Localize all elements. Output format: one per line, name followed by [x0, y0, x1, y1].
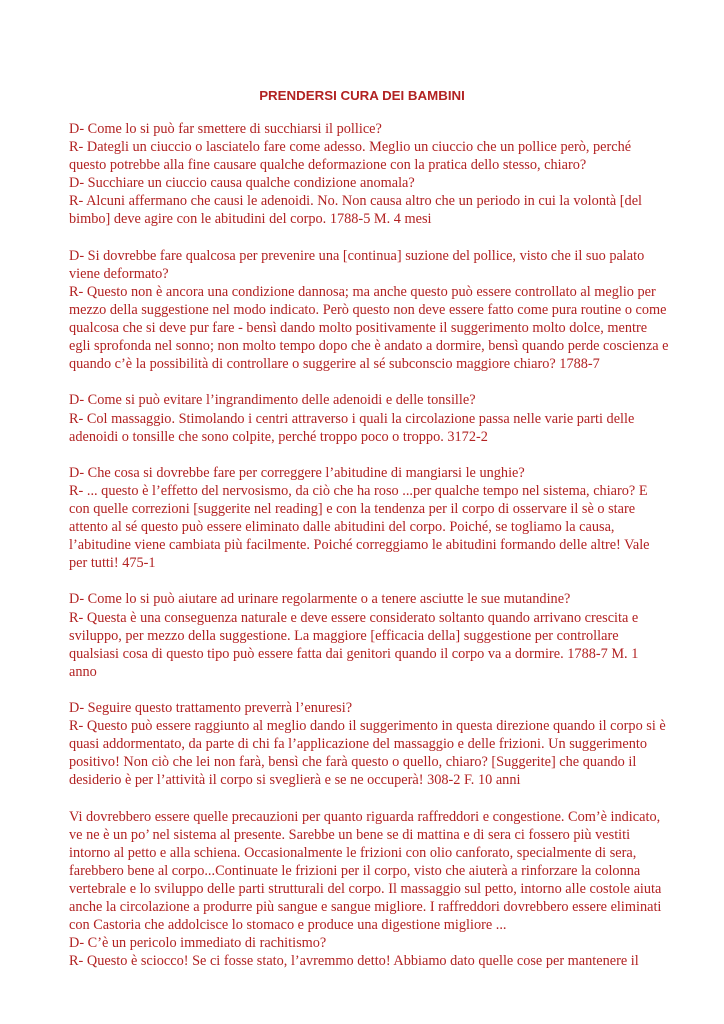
- paragraph-adenoids: [69, 391, 669, 445]
- statement-line: Vi dovrebbero essere quelle precauzioni per quanto riguarda raffreddori e congestione. Com’è indicato, ve ne è un po’ nel sistema al presente. Sarebbe un bene se di mattina e di sera ci fossero più vestiti intorno al petto e alla schiena. Occasionalmente le frizioni con olio canforato, specialmente di sera, farebbero bene al corpo...Continuate le frizioni per il corpo, visto che aiuterà a rinforzare la colonna vertebrale e lo sviluppo delle parti strutturali del corpo. Il massaggio sul petto, intorno alle costole aiuta anche la circolazione a produrre più sangue e sangue migliore. I raffreddori dovrebbero essere eliminati con Castoria che addolcisce lo stomaco e produce una digestione migliore ...: [69, 808, 662, 934]
- paragraph-thumb-sucking: [69, 120, 669, 229]
- paragraph-enuresis: [69, 699, 669, 789]
- question-line: D- Come lo si può aiutare ad urinare regolarmente o a tenere asciutte le sue mutandine?: [69, 591, 571, 608]
- answer-line: R- Alcuni affermano che causi le adenoidi. No. Non causa altro che un periodo in cui la volontà [del bimbo] deve agire con le abitudini del corpo. 1788-5 M. 4 mesi: [69, 193, 643, 228]
- answer-line: R- Questo non è ancora una condizione dannosa; ma anche questo può essere controllato al meglio per mezzo della suggestione nel modo indicato. Però questo non deve essere fatto come pura routine o come qualcosa che si deve pur fare - bensì dando molto positivamente il suggerimento molto dolce, mentre egli sprofonda nel sonno; non molto tempo dopo che è andato a dormire, bensì quando perde coscienza e quando c’è la possibilità di controllare o suggerire al sé subconscio maggiore chiaro? 1788-7: [69, 283, 669, 373]
- paragraph-urination: [69, 590, 669, 680]
- question-line: D- Succhiare un ciuccio causa qualche condizione anomala?: [69, 175, 415, 192]
- question-line: D- Come si può evitare l’ingrandimento delle adenoidi e delle tonsille?: [69, 392, 476, 409]
- question-line: D- Si dovrebbe fare qualcosa per prevenire una [continua] suzione del pollice, visto che il suo palato viene deformato?: [69, 247, 645, 282]
- answer-line: R- Dategli un ciuccio o lasciatelo fare come adesso. Meglio un ciuccio che un pollice però, perché questo potrebbe alla fine causare qualche deformazione con la pratica dello stesso, chiaro?: [69, 139, 632, 174]
- question-line: D- Che cosa si dovrebbe fare per correggere l’abitudine di mangiarsi le unghie?: [69, 464, 525, 481]
- answer-line: R- Questo è sciocco! Se ci fosse stato, l’avremmo detto! Abbiamo dato quelle cose per mantenere il: [69, 953, 639, 970]
- question-line: D- Come lo si può far smettere di succhiarsi il pollice?: [69, 121, 382, 137]
- paragraph-colds: [69, 808, 669, 971]
- answer-line: R- ... questo è l’effetto del nervosismo, da ciò che ha roso ...per qualche tempo nel sistema, chiaro? E con quelle correzioni [suggerite nel reading] e con la tendenza per il corpo di osservare il sè o stare attento al sé questo può essere eliminato dalle abitudini del corpo. Poiché, se togliamo la causa, l’abitudine viene cambiata più facilmente. Poiché correggiamo le abitudini formando delle altre! Vale per tutti! 475-1: [69, 482, 650, 572]
- paragraph-nail-biting: [69, 464, 669, 573]
- document-body: [69, 120, 669, 989]
- document-title: PRENDERSI CURA DEI BAMBINI: [259, 88, 465, 103]
- answer-line: R- Questo può essere raggiunto al meglio dando il suggerimento in questa direzione quando il corpo si è quasi addormentato, da parte di chi fa l’applicazione del massaggio e delle frizioni. Un suggerimento positivo! Non ciò che lei non farà, bensì che farà questo o quello, chiaro? [Suggerite] che quando il desiderio è per l’attività il corpo si sveglierà e se ne occuperà! 308-2 F. 10 anni: [69, 718, 666, 789]
- paragraph-palate: [69, 247, 669, 374]
- answer-line: R- Questa è una conseguenza naturale e deve essere considerato soltanto quando arrivano crescita e sviluppo, per mezzo della suggestione. La maggiore [efficacia della] suggestione per controllare qualsiasi cosa di questo tipo può essere fatta dai genitori quando il corpo va a dormire. 1788-7 M. 1 anno: [69, 609, 639, 680]
- question-line: D- Seguire questo trattamento preverrà l’enuresi?: [69, 700, 353, 716]
- answer-line: R- Col massaggio. Stimolando i centri attraverso i quali la circolazione passa nelle varie parti delle adenoidi o tonsille che sono colpite, perché troppo poco o troppo. 3172-2: [69, 410, 635, 445]
- question-line: D- C’è un pericolo immediato di rachitismo?: [69, 935, 327, 952]
